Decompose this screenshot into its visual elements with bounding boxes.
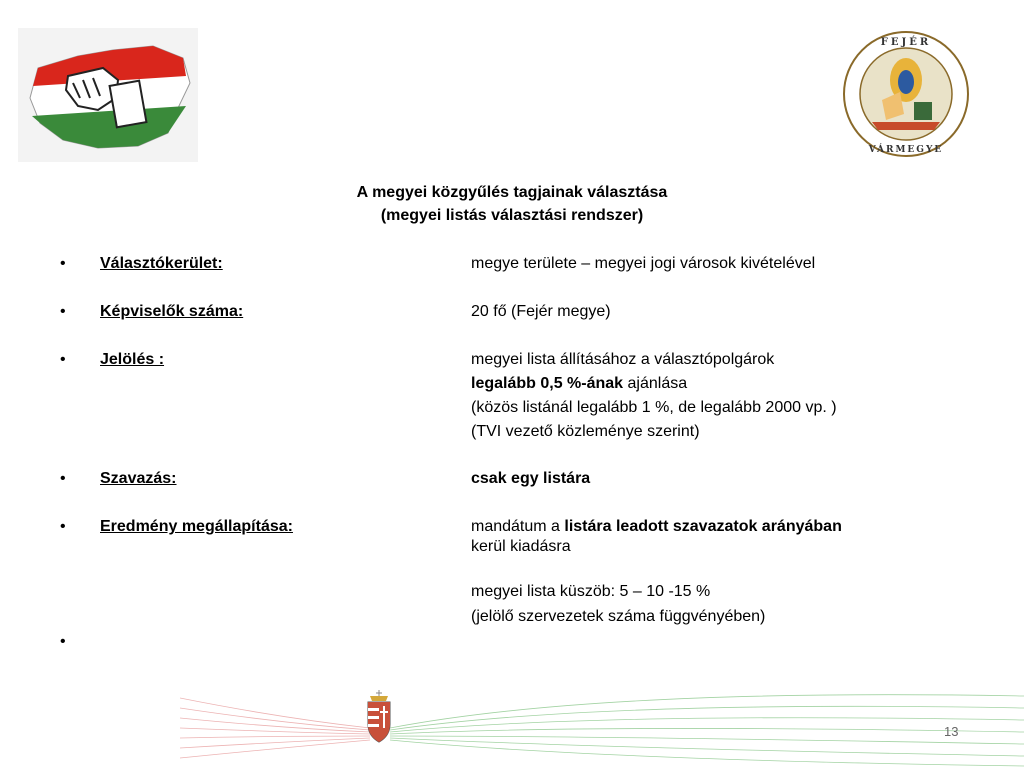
item-value-line-4: (TVI vezető közleménye szerint) [471, 423, 700, 440]
seal-text-top: FEJÉR [880, 37, 932, 48]
item-value-line-1: megyei lista állításához a választópolgárok [471, 351, 775, 368]
title-line-2: (megyei listás választási rendszer) [380, 207, 644, 224]
item-label: Jelölés : [100, 351, 165, 368]
bullet: • [60, 518, 66, 535]
slide-title [0, 181, 1024, 227]
item-label: Szavazás: [100, 470, 177, 487]
bullet: • [60, 303, 66, 320]
bullet: • [60, 255, 66, 272]
item-label: Képviselők száma: [100, 303, 244, 320]
item-label: Választókerület: [100, 255, 223, 272]
item-label: Eredmény megállapítása: [100, 518, 293, 535]
bullet: • [60, 351, 66, 368]
page-number: 13 [944, 724, 959, 739]
plain-text: ajánlása [623, 375, 688, 392]
item-value-line-3: megyei lista küszöb: 5 – 10 -15 % [471, 583, 711, 600]
footer-decoration [180, 688, 1024, 768]
seal-text-bottom: VÁRMEGYE [868, 145, 944, 155]
bold-text: legalább 0,5 %-ának [471, 375, 624, 392]
item-value-line-2: kerül kiadásra [471, 538, 571, 555]
bullet: • [60, 633, 66, 650]
fejer-county-seal [842, 30, 970, 158]
hungary-voting-logo [18, 28, 198, 162]
title-line-1: A megyei közgyűlés tagjainak választása [356, 184, 668, 201]
bold-text: listára leadott szavazatok arányában [564, 518, 842, 535]
item-value: 20 fő (Fejér megye) [471, 303, 611, 320]
item-value-line-2 [471, 372, 687, 395]
item-value-line-4: (jelölő szervezetek száma függvényében) [471, 608, 766, 625]
item-value: csak egy listára [471, 470, 591, 487]
plain-text: mandátum a [471, 518, 565, 535]
bullet: • [60, 470, 66, 487]
coat-of-arms-icon [368, 690, 390, 742]
item-value: megye területe – megyei jogi városok kivételével [471, 255, 816, 272]
item-value-line-3: (közös listánál legalább 1 %, de legalább 2000 vp. ) [471, 399, 837, 416]
